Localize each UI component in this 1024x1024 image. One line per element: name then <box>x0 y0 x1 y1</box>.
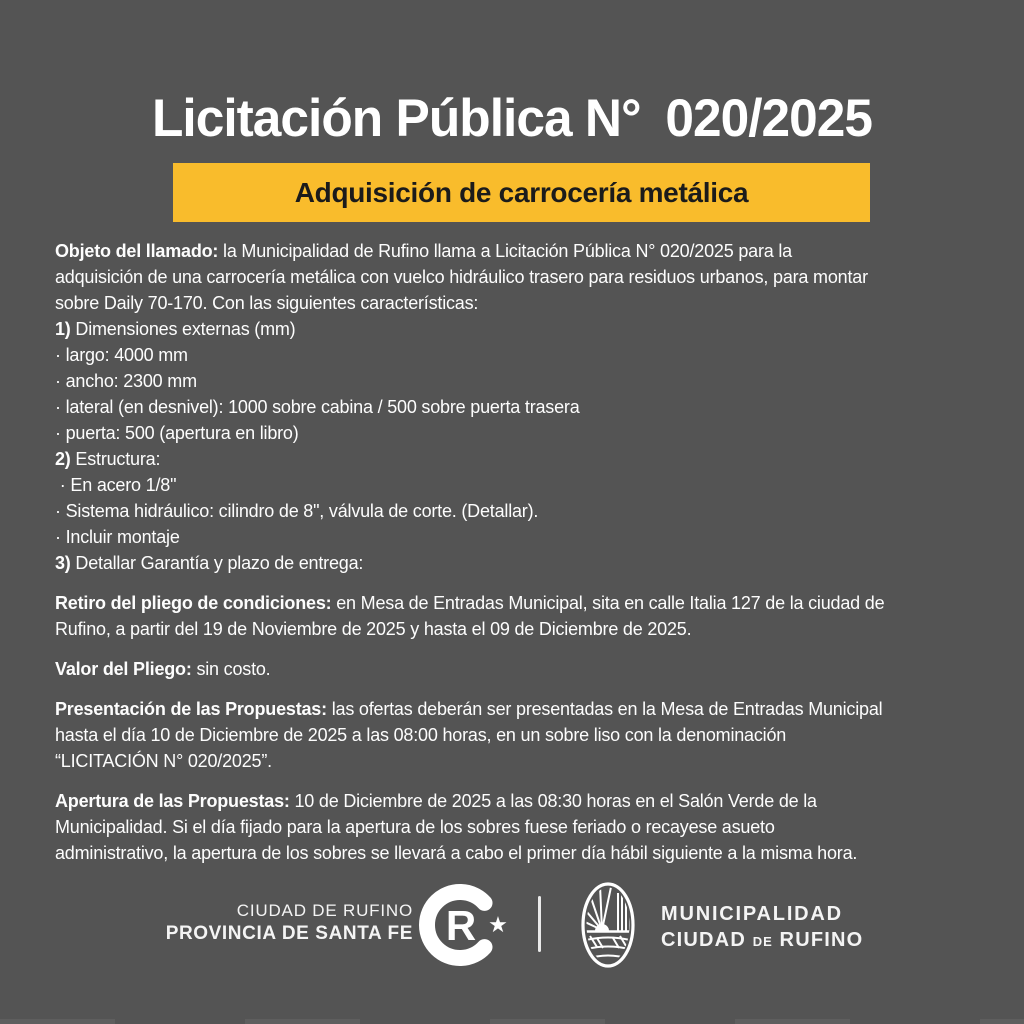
body-line <box>55 748 985 774</box>
footer-municipality-label: MUNICIPALIDAD <box>661 903 843 925</box>
body-line-lead: Apertura de las Propuestas: <box>55 791 290 811</box>
body-line-text: en Mesa de Entradas Municipal, sita en calle Italia 127 de la ciudad de <box>331 593 885 613</box>
body-line-text: · En acero 1/8" <box>55 475 177 495</box>
body-line-text: · Incluir montaje <box>55 527 180 547</box>
body-line-text: 10 de Diciembre de 2025 a las 08:30 horas en el Salón Verde de la <box>289 791 817 811</box>
body-line <box>55 840 985 866</box>
bottom-edge-artifact <box>0 1019 1024 1024</box>
body-line <box>55 616 985 642</box>
body-line <box>55 368 985 394</box>
body-line-text: Dimensiones externas (mm) <box>70 319 296 339</box>
body-line <box>55 342 985 368</box>
body-line <box>55 446 985 472</box>
footer-city-word: CIUDAD <box>661 929 753 951</box>
body-line-text: “LICITACIÓN N° 020/2025”. <box>55 751 272 771</box>
body-line-text: Estructura: <box>70 449 161 469</box>
body-line-text: sin costo. <box>191 659 271 679</box>
footer-divider <box>538 896 541 952</box>
footer-right-text <box>661 903 863 952</box>
body-line <box>55 394 985 420</box>
body-line <box>55 238 985 264</box>
body-line-text: hasta el día 10 de Diciembre de 2025 a las 08:00 horas, en un sobre liso con la denominación <box>55 725 787 745</box>
body-line <box>55 420 985 446</box>
body-line <box>55 722 985 748</box>
body-line-text: · ancho: 2300 mm <box>55 371 197 391</box>
body-line-lead: Retiro del pliego de condiciones: <box>55 593 332 613</box>
page-title: Licitación Pública N° 020/2025 <box>151 89 873 148</box>
body-line-text: administrativo, la apertura de los sobres se llevará a cabo el primer día hábil siguiente a la misma hora. <box>55 843 858 863</box>
body-line-lead: 2) <box>55 449 71 469</box>
cr-monogram-star-icon: ★ <box>488 913 508 938</box>
subtitle-banner-label: Adquisición de carrocería metálica <box>294 176 749 208</box>
body-line-text: · lateral (en desnivel): 1000 sobre cabina / 500 sobre puerta trasera <box>55 397 580 417</box>
cr-monogram-letter: R <box>445 902 477 949</box>
footer <box>0 870 1024 1000</box>
cr-monogram-logo-icon <box>418 882 514 972</box>
body-line <box>55 788 985 814</box>
body-line-text: · puerta: 500 (apertura en libro) <box>55 423 299 443</box>
body-line <box>55 696 985 722</box>
body-line <box>55 590 985 616</box>
footer-province-label: PROVINCIA DE SANTA FE <box>165 923 413 944</box>
body-line <box>55 550 985 576</box>
body-line <box>55 814 985 840</box>
body-line-text: sobre Daily 70-170. Con las siguientes características: <box>55 293 479 313</box>
subtitle-banner <box>173 163 870 222</box>
body-line-text: · largo: 4000 mm <box>55 345 188 365</box>
footer-de-word: DE <box>752 934 773 949</box>
body-text <box>55 238 985 866</box>
body-line-text: Municipalidad. Si el día fijado para la apertura de los sobres fuese feriado o recayese asueto <box>55 817 775 837</box>
body-line-text: Detallar Garantía y plazo de entrega: <box>70 553 364 573</box>
body-line <box>55 264 985 290</box>
body-line <box>55 316 985 342</box>
body-line-lead: Valor del Pliego: <box>55 659 192 679</box>
body-line-lead: Objeto del llamado: <box>55 241 219 261</box>
footer-municipality-city-label <box>661 929 863 952</box>
municipal-seal-icon <box>580 881 636 969</box>
body-line <box>55 498 985 524</box>
body-line-text: Rufino, a partir del 19 de Noviembre de 2025 y hasta el 09 de Diciembre de 2025. <box>55 619 692 639</box>
body-line-text: las ofertas deberán ser presentadas en la Mesa de Entradas Municipal <box>326 699 883 719</box>
body-line <box>55 656 985 682</box>
footer-rufino-word: RUFINO <box>772 929 864 951</box>
body-line-text: · Sistema hidráulico: cilindro de 8", válvula de corte. (Detallar). <box>55 501 539 521</box>
body-line <box>55 524 985 550</box>
footer-left-text <box>166 901 413 945</box>
footer-city-label: CIUDAD DE RUFINO <box>236 901 413 920</box>
body-line-text: adquisición de una carrocería metálica con vuelco hidráulico trasero para residuos urbanos, para montar <box>55 267 868 287</box>
body-line-lead: 1) <box>55 319 71 339</box>
body-line <box>55 290 985 316</box>
body-line-text: la Municipalidad de Rufino llama a Licitación Pública N° 020/2025 para la <box>218 241 792 261</box>
body-line-lead: Presentación de las Propuestas: <box>55 699 327 719</box>
body-line-lead: 3) <box>55 553 71 573</box>
body-line <box>55 472 985 498</box>
